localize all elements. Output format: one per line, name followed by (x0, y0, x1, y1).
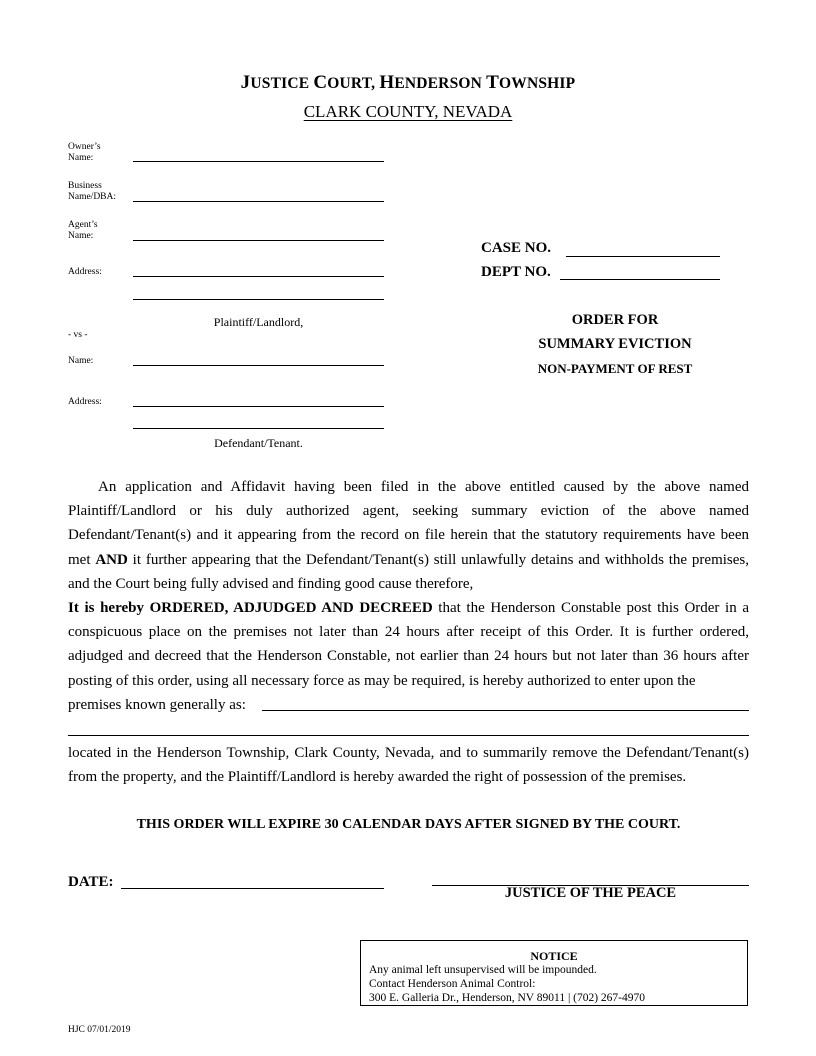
para1-text: An application and Affidavit having been filed in the above entitled caused by the above named Plaintiff/Landlord or his duly authorized agent, seeking summary eviction of the above named Defendant/Tenant(s) and it appearing from the record on file herein that the statutory requirements have been met (68, 479, 749, 568)
premises-field[interactable] (262, 710, 749, 711)
order-title-line1: ORDER FOR (571, 312, 659, 328)
notice-line3: 300 E. Galleria Dr., Henderson, NV 89011 | (702) 267-4970 (369, 992, 646, 1004)
business-label-line: Business (68, 181, 102, 191)
para2-bold: It is hereby ORDERED, ADJUDGED AND DECREED (68, 600, 433, 617)
court-title-part: USTICE (250, 75, 314, 92)
court-title-part: ENDERSON (394, 75, 487, 92)
defendant-address-field[interactable] (133, 406, 384, 407)
notice-title: NOTICE (530, 949, 578, 963)
date-label: DATE: (68, 874, 114, 890)
county-text: CLARK COUNTY, NEVADA (303, 102, 513, 121)
owner-name-field[interactable] (133, 161, 384, 162)
court-title-part: OURT, (327, 75, 380, 92)
court-title-part: OWNSHIP (499, 75, 576, 92)
agent-name-label (68, 220, 98, 242)
expiration-notice: THIS ORDER WILL EXPIRE 30 CALENDAR DAYS AFTER SIGNED BY THE COURT. (136, 817, 681, 832)
owner-label-line: Owner’s (68, 142, 101, 152)
court-title-part: C (313, 72, 328, 93)
agent-name-field[interactable] (133, 240, 384, 241)
defendant-address-label: Address: (68, 397, 102, 407)
premises-field-2[interactable] (68, 735, 749, 736)
court-title (0, 72, 816, 94)
notice-line2: Contact Henderson Animal Control: (369, 978, 536, 990)
case-no-field[interactable] (566, 256, 720, 257)
court-title-part: T (486, 72, 499, 93)
defendant-role: Defendant/Tenant. (214, 436, 303, 450)
plaintiff-address-field[interactable] (133, 276, 384, 277)
case-no-label: CASE NO. (481, 240, 552, 256)
plaintiff-address-field-2[interactable] (133, 299, 384, 300)
justice-label: JUSTICE OF THE PEACE (504, 885, 677, 901)
form-id: HJC 07/01/2019 (68, 1025, 131, 1035)
order-body (68, 475, 749, 693)
agent-label-line: Agent’s (68, 220, 98, 230)
date-field[interactable] (121, 888, 384, 889)
business-name-field[interactable] (133, 201, 384, 202)
paragraph-located: located in the Henderson Township, Clark County, Nevada, and to summarily remove the Defendant/Tenant(s) from the property, and the Plaintiff/Landlord is hereby awarded the right of possession of the premises. (68, 745, 749, 786)
defendant-address-field-2[interactable] (133, 428, 384, 429)
defendant-name-field[interactable] (133, 365, 384, 366)
dept-no-label: DEPT NO. (481, 264, 551, 280)
business-name-label (68, 181, 116, 203)
para2-text: that the Henderson Constable post this Order in a conspicuous place on the premises not later than 24 hours after receipt of this Order. It is further ordered, adjudged and decreed that the Henderson Constable, not earlier than 24 hours but not later than 36 hours after posting of this order, using all necessary force as may be required, is hereby authorized to enter upon the (68, 600, 749, 689)
order-title-line3: NON-PAYMENT OF REST (537, 361, 693, 376)
versus-label: - vs - (68, 330, 88, 340)
paragraph-application (68, 475, 749, 596)
plaintiff-address-label: Address: (68, 267, 102, 277)
court-title-part: J (240, 72, 251, 93)
dept-no-field[interactable] (560, 279, 720, 280)
animal-notice-box (360, 940, 748, 1006)
defendant-name-label: Name: (68, 356, 94, 366)
court-title-part: H (379, 72, 395, 93)
order-title-line2: SUMMARY EVICTION (538, 336, 692, 352)
owner-name-label (68, 142, 101, 164)
paragraph-order (68, 596, 749, 693)
para1-text-2: it further appearing that the Defendant/Tenant(s) still unlawfully detains and withholds the premises, and the Court being fully advised and finding good cause therefore, (68, 551, 749, 592)
premises-label: premises known generally as: (68, 697, 246, 713)
plaintiff-role: Plaintiff/Landlord, (213, 315, 304, 329)
notice-line1: Any animal left unsupervised will be impounded. (369, 964, 597, 976)
county-heading (0, 102, 816, 122)
agent-label-line: Name: (68, 231, 94, 241)
business-label-line: Name/DBA: (68, 192, 117, 202)
owner-label-line: Name: (68, 153, 94, 163)
para1-bold: AND (95, 551, 128, 568)
